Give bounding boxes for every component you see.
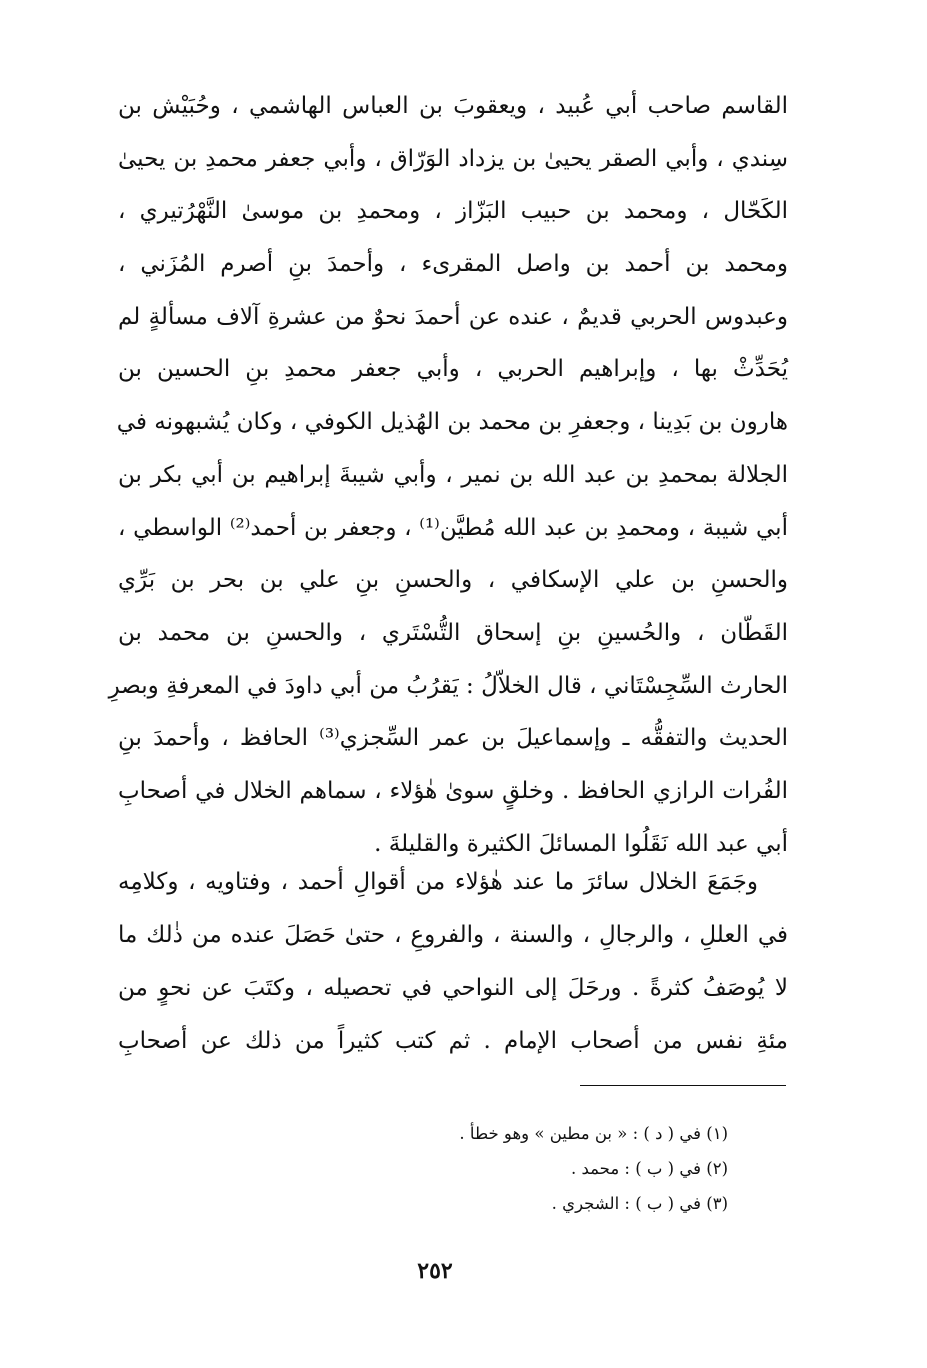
text-line: القَطّان ، والحُسينِ بنِ إسحاق التُّسْتَري ، والحسنِ بن محمد بن	[118, 619, 788, 646]
text-line: سِندي ، وأبي الصقر يحيىٰ بن يزداد الوَرّاق ، وأبي جعفر محمدِ بن يحيىٰ	[118, 145, 788, 172]
text-line: ومحمد بن أحمد بن واصل المقرىء ، وأحمدَ بنِ أصرم المُزَني ،	[118, 251, 788, 278]
text-line: الحارث السِّجِسْتَاني ، قال الخلاّلُ : يَقرُبُ من أبي داودَ في المعرفةِ وبصرِ	[108, 672, 788, 699]
text-line: مئةِ نفس من أصحاب الإمام . ثم كتب كثيراً من ذلك عن أصحابِ	[118, 1028, 788, 1054]
page-number: ٢٥٢	[417, 1258, 453, 1284]
text-line: الجلالة بمحمدِ بن عبد الله بن نمير ، وأبي شيبةَ إبراهيم بن أبي بكر بن	[118, 461, 788, 488]
footnote-separator	[580, 1085, 786, 1086]
footnote-1: (١) في ( د ) : « بن مطين » وهو خطأ .	[459, 1124, 728, 1143]
text-line: الكَحّال ، ومحمد بن حبيب البَزّاز ، ومحمدِ بن موسىٰ النَّهْرُتيري ،	[118, 198, 788, 225]
text-line: الحديث والتفقُّه ـ وإسماعيلَ بن عمر السِّجزي⁽³⁾ الحافظ ، وأحمدَ بنِ	[118, 725, 789, 752]
footnotes	[300, 1116, 728, 1221]
paragraph-1	[108, 80, 789, 870]
text-line: أبي عبد الله نَقَلُوا المسائلَ الكثيرة والقليلةَ .	[374, 830, 788, 857]
text-line: وجَمَعَ الخلال سائرَ ما عند هٰؤلاء من أقوالِ أحمد ، وفتاويه ، وكلامِه	[118, 869, 758, 895]
text-line: في العللِ ، والرجالِ ، والسنة ، والفروعِ ، حتىٰ حَصَلَ عنده من ذٰلك ما	[118, 922, 788, 948]
footnote-2: (٢) في ( ب ) : محمد .	[570, 1159, 728, 1178]
footnote-3: (٣) في ( ب ) : الشجري .	[551, 1194, 728, 1213]
text-line: وعبدوس الحربي قديمٌ ، عنده عن أحمدَ نحوٌ من عشرةِ آلاف مسألةٍ لم	[118, 303, 788, 330]
text-line: والحسنِ بن علي الإسكافي ، والحسنِ بنِ علي بن بحر بن بَرِّي	[118, 567, 788, 594]
text-line: يُحَدِّثْ بها ، وإبراهيم الحربي ، وأبي جعفر محمدِ بنِ الحسين بن	[118, 356, 788, 383]
text-line: القاسم صاحب أبي عُبيد ، ويعقوبَ بن العباس الهاشمي ، وحُبَيْش بن	[118, 93, 788, 119]
text-line: أبي شيبة ، ومحمدِ بن عبد الله مُطيَّن⁽¹⁾ ، وجعفر بن أحمد⁽²⁾ الواسطي ،	[118, 514, 788, 541]
paragraph-2	[118, 856, 788, 1068]
text-line: لا يُوصَفُ كثرةً . ورحَلَ إلى النواحي في تحصيله ، وكتَبَ عن نحوٍ من	[118, 975, 788, 1001]
text-line: الفُرات الرازي الحافظ . وخلقٍ سوىٰ هٰؤلاء ، سماهم الخلال في أصحابِ	[118, 777, 788, 804]
text-line: هارون بن بَدِينا ، وجعفرِ بن محمد بن الهُذيل الكوفي ، وكان يُشبهونه في	[116, 409, 788, 436]
